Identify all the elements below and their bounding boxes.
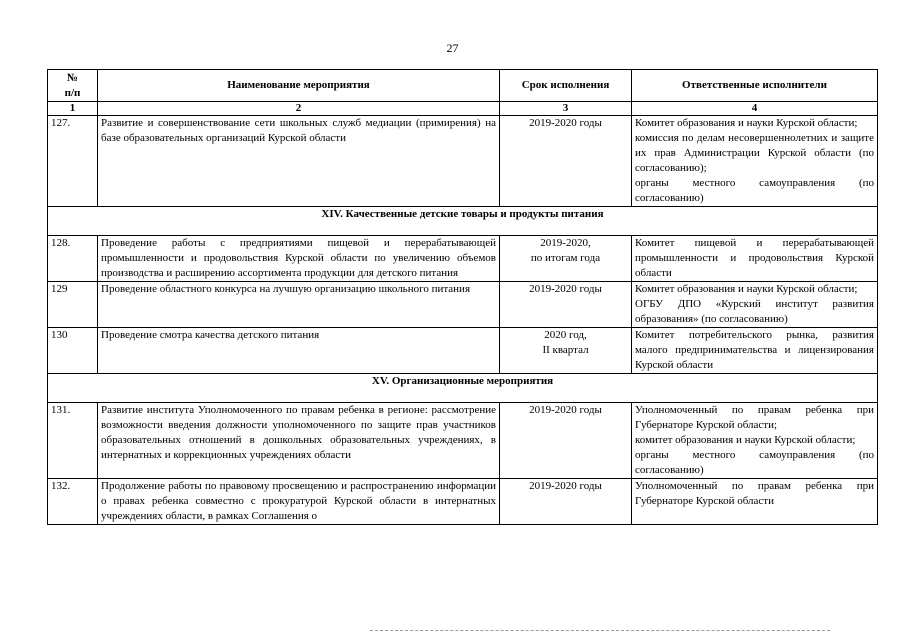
executor-line: Комитет образования и науки Курской области; bbox=[635, 283, 858, 295]
deadline-line: 2019-2020 годы bbox=[529, 404, 602, 416]
measure-name: Развитие института Уполномоченного по правам ребенка в регионе: рассмотрение возможности введения должности уполномоченного по защите прав участников образовательных отношений в дошкольных образовательных учреждениях, в интернатных и коррекционных учреждениях области bbox=[98, 403, 500, 479]
executor-line: органы местного самоуправления (по согласованию) bbox=[635, 449, 874, 476]
row-number: 127. bbox=[48, 116, 98, 207]
table-row bbox=[48, 479, 878, 525]
deadline-line: II квартал bbox=[542, 344, 589, 356]
column-number: 1 bbox=[48, 102, 98, 116]
header-name: Наименование мероприятия bbox=[98, 70, 500, 102]
deadline-line: 2019-2020 годы bbox=[529, 283, 602, 295]
executors bbox=[632, 328, 878, 374]
measure-name: Развитие и совершенствование сети школьных служб медиации (примирения) на базе образовательных организаций Курской области bbox=[98, 116, 500, 207]
measure-name: Проведение смотра качества детского питания bbox=[98, 328, 500, 374]
executors bbox=[632, 236, 878, 282]
executor-line: Уполномоченный по правам ребенка при Губернаторе Курской области; bbox=[635, 404, 874, 431]
deadline-line: 2019-2020, bbox=[540, 237, 591, 249]
column-number: 2 bbox=[98, 102, 500, 116]
deadline bbox=[500, 282, 632, 328]
executor-line: Уполномоченный по правам ребенка при Губернаторе Курской области bbox=[635, 480, 874, 507]
deadline-line: по итогам года bbox=[530, 252, 601, 264]
deadline-line: 2020 год, bbox=[544, 329, 587, 341]
executors bbox=[632, 479, 878, 525]
column-number-row bbox=[48, 102, 878, 116]
deadline-line: 2019-2020 годы bbox=[529, 480, 602, 492]
page-number: 27 bbox=[446, 41, 459, 55]
measure-name: Проведение работы с предприятиями пищевой и перерабатывающей промышленности и продовольствия Курской области по увеличению объемов производства и расширению ассортимента продукции для детского питания bbox=[98, 236, 500, 282]
executors bbox=[632, 282, 878, 328]
executor-line: Комитет образования и науки Курской области; bbox=[635, 117, 858, 129]
table-row bbox=[48, 282, 878, 328]
column-number: 3 bbox=[500, 102, 632, 116]
row-number: 129 bbox=[48, 282, 98, 328]
deadline bbox=[500, 479, 632, 525]
measure-name: Проведение областного конкурса на лучшую организацию школьного питания bbox=[98, 282, 500, 328]
column-number: 4 bbox=[632, 102, 878, 116]
measure-name: Продолжение работы по правовому просвещению и распространению информации о правах ребенка совместно с прокуратурой Курской области в интернатных учреждениях области, в рамках Соглашения о bbox=[98, 479, 500, 525]
executor-line: органы местного самоуправления (по согласованию) bbox=[635, 177, 874, 204]
section-title: XV. Организационные мероприятия bbox=[48, 374, 878, 403]
row-number: 130 bbox=[48, 328, 98, 374]
executor-line: Комитет потребительского рынка, развития малого предпринимательства и лицензирования Курской области bbox=[635, 329, 874, 371]
table-row bbox=[48, 236, 878, 282]
deadline-line: 2019-2020 годы bbox=[529, 117, 602, 129]
executors bbox=[632, 403, 878, 479]
section-heading-row bbox=[48, 374, 878, 403]
deadline bbox=[500, 116, 632, 207]
executor-line: Комитет пищевой и перерабатывающей промышленности и продовольствия Курской области bbox=[635, 237, 874, 279]
executors bbox=[632, 116, 878, 207]
executor-line: комитет образования и науки Курской области; bbox=[635, 434, 856, 446]
deadline bbox=[500, 236, 632, 282]
deadline bbox=[500, 328, 632, 374]
section-heading-row bbox=[48, 207, 878, 236]
header-num: № п/п bbox=[48, 70, 98, 102]
header-deadline: Срок исполнения bbox=[500, 70, 632, 102]
row-number: 131. bbox=[48, 403, 98, 479]
page-bottom-rule bbox=[370, 630, 830, 631]
table-row bbox=[48, 116, 878, 207]
executor-line: комиссия по делам несовершеннолетних и защите их прав Администрации Курской области (по согласованию); bbox=[635, 132, 874, 174]
row-number: 128. bbox=[48, 236, 98, 282]
table-header-row bbox=[48, 70, 878, 102]
deadline bbox=[500, 403, 632, 479]
executor-line: ОГБУ ДПО «Курский институт развития образования» (по согласованию) bbox=[635, 298, 874, 325]
table-row bbox=[48, 328, 878, 374]
measures-table bbox=[47, 69, 878, 525]
section-title: XIV. Качественные детские товары и продукты питания bbox=[48, 207, 878, 236]
row-number: 132. bbox=[48, 479, 98, 525]
header-executors: Ответственные исполнители bbox=[632, 70, 878, 102]
table-row bbox=[48, 403, 878, 479]
